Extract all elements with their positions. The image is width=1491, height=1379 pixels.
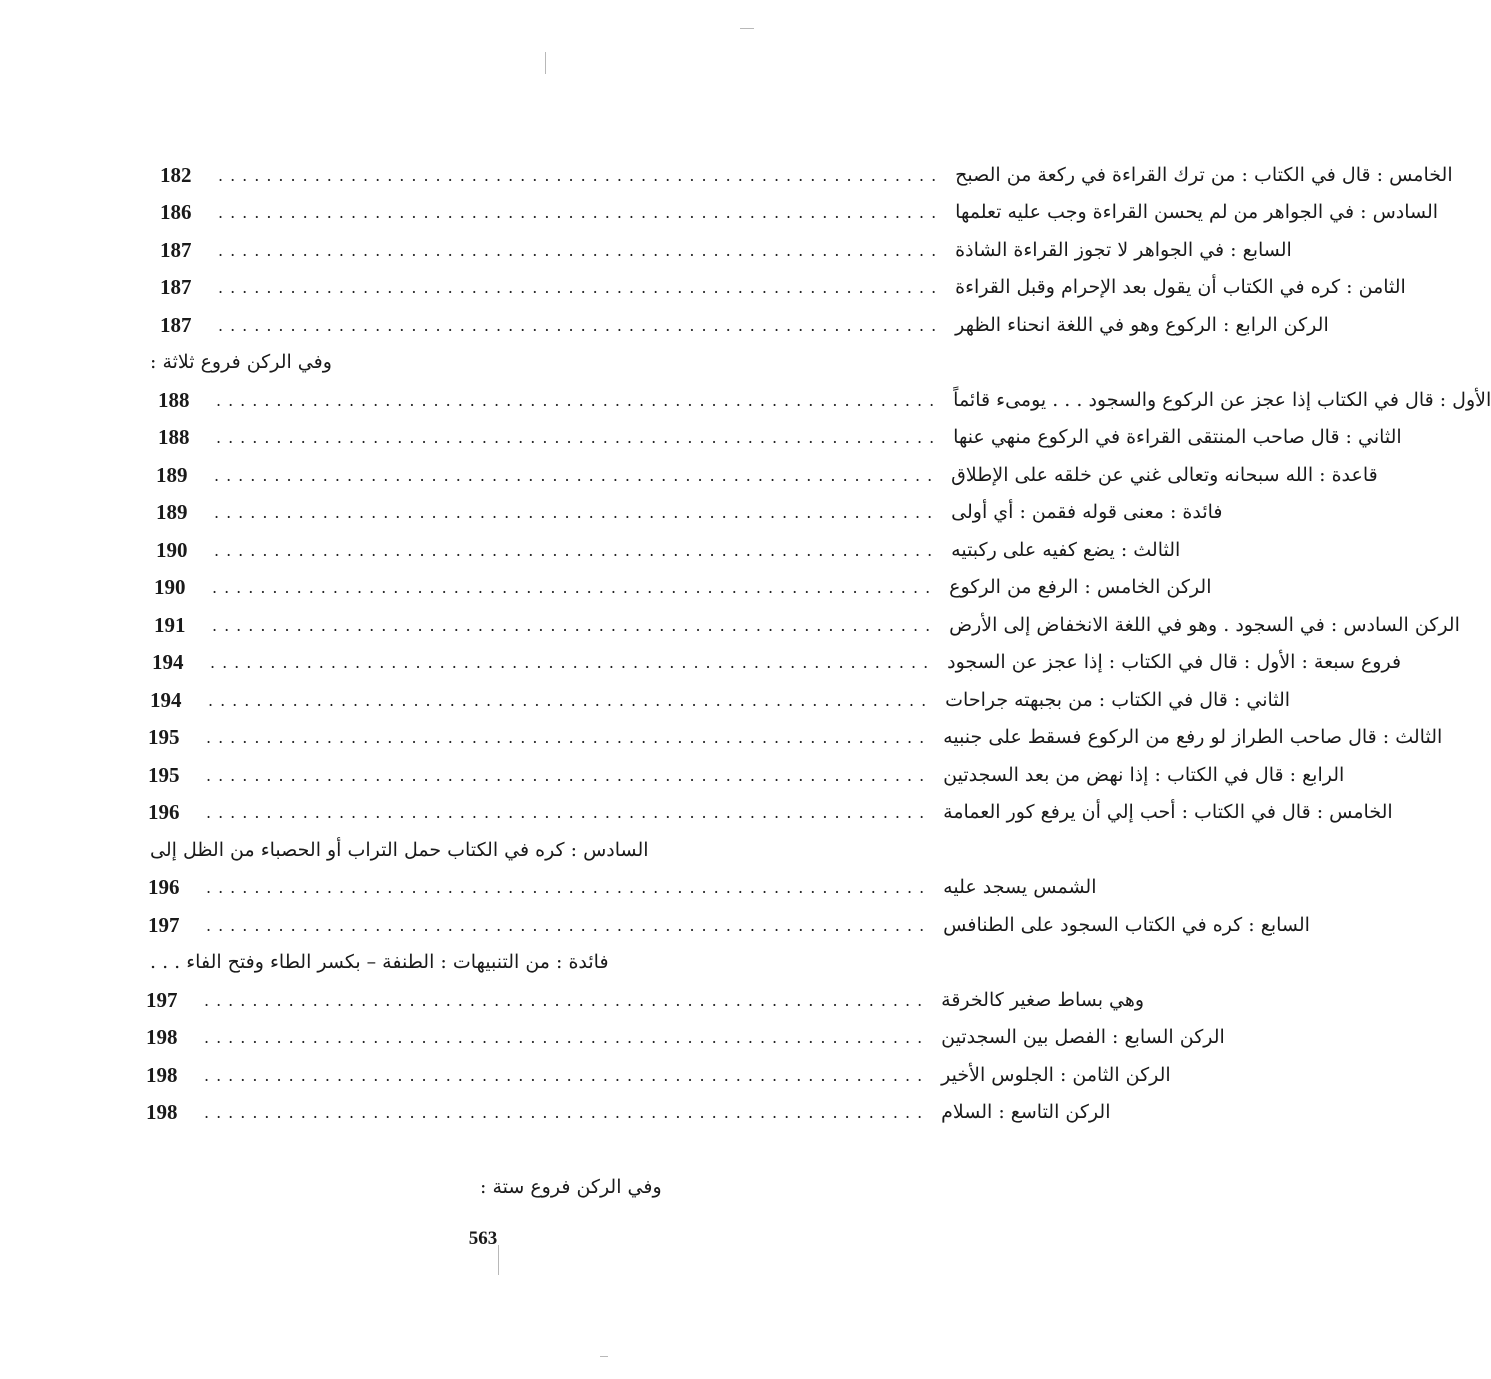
dot-leader: ............................................................ — [212, 615, 938, 635]
toc-entry — [160, 308, 1329, 342]
toc-entry — [148, 795, 1393, 829]
toc-entry-page: 197 — [146, 987, 178, 1012]
dot-leader: ............................................................ — [208, 690, 934, 710]
toc-entry-title: الرابع : قال في الكتاب : إذا نهض من بعد السجدتين — [943, 764, 1345, 786]
dot-leader: ............................................................ — [214, 502, 940, 522]
toc-entry-page: 182 — [160, 162, 192, 187]
toc-entry-page: 189 — [156, 462, 188, 487]
toc-entry — [154, 570, 1212, 604]
toc-entry-page: 198 — [146, 1062, 178, 1087]
dot-leader: ............................................................ — [218, 240, 944, 260]
toc-entry-title: الركن الرابع : الركوع وهو في اللغة انحناء الظهر — [955, 314, 1329, 336]
dot-leader: ............................................................ — [216, 390, 942, 410]
toc-entry-page: 198 — [146, 1099, 178, 1124]
toc-entry-title: السابع : في الجواهر لا تجوز القراءة الشاذة — [955, 239, 1292, 261]
toc-entry-page: 194 — [150, 687, 182, 712]
dot-leader: ............................................................ — [204, 1065, 930, 1085]
toc-entry-page: 187 — [160, 312, 192, 337]
toc-entry-title: الركن التاسع : السلام — [941, 1101, 1111, 1123]
toc-entry-title: قاعدة : الله سبحانه وتعالى غني عن خلقه على الإطلاق — [951, 464, 1378, 486]
toc-entry-title: الركن السابع : الفصل بين السجدتين — [941, 1026, 1225, 1048]
dot-leader: ............................................................ — [210, 652, 936, 672]
footer-heading: وفي الركن فروع ستة : — [480, 1176, 662, 1198]
dot-leader: ............................................................ — [204, 1102, 930, 1122]
toc-entry — [160, 233, 1292, 267]
toc-entry-title: الركن الخامس : الرفع من الركوع — [949, 576, 1212, 598]
dot-leader: ............................................................ — [204, 1027, 930, 1047]
toc-entry-title: الخامس : قال في الكتاب : من ترك القراءة في ركعة من الصبح — [955, 164, 1453, 186]
toc-entry — [160, 158, 1453, 192]
toc-entry — [146, 1058, 1171, 1092]
dot-leader: ............................................................ — [206, 727, 932, 747]
toc-heading: فائدة : من التنبيهات : الطنفة – بكسر الطاء وفتح الفاء . . . — [150, 951, 609, 973]
dot-leader: ............................................................ — [204, 990, 930, 1010]
dot-leader: ............................................................ — [218, 315, 944, 335]
toc-entry-title: الركن السادس : في السجود . وهو في اللغة الانخفاض إلى الأرض — [949, 614, 1460, 636]
toc-entry-page: 187 — [160, 237, 192, 262]
toc-entry-page: 194 — [152, 649, 184, 674]
toc-entry-page: 191 — [154, 612, 186, 637]
toc-entry — [160, 195, 1439, 229]
toc-entry — [156, 458, 1378, 492]
toc-entry-title: الشمس يسجد عليه — [943, 876, 1097, 898]
toc-entry — [150, 683, 1291, 717]
toc-entry-page: 198 — [146, 1024, 178, 1049]
toc-heading: وفي الركن فروع ثلاثة : — [150, 351, 332, 373]
toc-entry — [152, 645, 1402, 679]
scan-speck — [498, 1245, 499, 1275]
toc-entry-page: 196 — [148, 874, 180, 899]
dot-leader: ............................................................ — [206, 915, 932, 935]
toc-entry-title: فروع سبعة : الأول : قال في الكتاب : إذا عجز عن السجود — [947, 651, 1402, 673]
toc-entry — [156, 495, 1223, 529]
dot-leader: ............................................................ — [206, 802, 932, 822]
toc-entry-title: الخامس : قال في الكتاب : أحب إلي أن يرفع كور العمامة — [943, 801, 1393, 823]
scan-speck — [740, 28, 754, 29]
toc-entry — [148, 758, 1345, 792]
toc-entry — [154, 608, 1460, 642]
scan-speck — [600, 1356, 608, 1357]
toc-entry — [148, 908, 1310, 942]
dot-leader: ............................................................ — [216, 427, 942, 447]
toc-entry — [146, 1020, 1225, 1054]
page-number: 563 — [468, 1228, 498, 1249]
dot-leader: ............................................................ — [218, 277, 944, 297]
toc-entry-page: 187 — [160, 274, 192, 299]
toc-entry-title: وهي بساط صغير كالخرقة — [941, 989, 1145, 1011]
toc-entry-title: الثاني : قال صاحب المنتقى القراءة في الركوع منهي عنها — [953, 426, 1402, 448]
toc-entry-page: 190 — [156, 537, 188, 562]
toc-entry — [148, 870, 1097, 904]
toc-entry-page: 197 — [148, 912, 180, 937]
dot-leader: ............................................................ — [218, 165, 944, 185]
toc-entry — [158, 383, 1491, 417]
dot-leader: ............................................................ — [214, 465, 940, 485]
toc-entry-page: 196 — [148, 799, 180, 824]
toc-entry-page: 189 — [156, 499, 188, 524]
toc-entry-title: الثامن : كره في الكتاب أن يقول بعد الإحرام وقبل القراءة — [955, 276, 1406, 298]
scan-speck — [545, 52, 546, 74]
toc-entry — [146, 983, 1145, 1017]
toc-entry-title: السادس : في الجواهر من لم يحسن القراءة وجب عليه تعلمها — [955, 201, 1439, 223]
toc-entry-title: الثاني : قال في الكتاب : من بجبهته جراحات — [945, 689, 1291, 711]
toc-entry — [156, 533, 1181, 567]
toc-entry — [158, 420, 1402, 454]
toc-entry-title: الثالث : يضع كفيه على ركبتيه — [951, 539, 1181, 561]
toc-entry-title: الأول : قال في الكتاب إذا عجز عن الركوع والسجود . . . يومىء قائماً — [953, 389, 1491, 411]
dot-leader: ............................................................ — [206, 765, 932, 785]
toc-entry — [160, 270, 1406, 304]
dot-leader: ............................................................ — [214, 540, 940, 560]
dot-leader: ............................................................ — [206, 877, 932, 897]
toc-entry-page: 188 — [158, 387, 190, 412]
toc-entry — [148, 720, 1443, 754]
toc-entry-page: 190 — [154, 574, 186, 599]
toc-entry-page: 195 — [148, 724, 180, 749]
toc-entry-title: فائدة : معنى قوله فقمن : أي أولى — [951, 501, 1223, 523]
toc-entry — [146, 1095, 1111, 1129]
toc-entry-title: الثالث : قال صاحب الطراز لو رفع من الركوع فسقط على جنبيه — [943, 726, 1443, 748]
toc-entry-page: 195 — [148, 762, 180, 787]
toc-entry-title: الركن الثامن : الجلوس الأخير — [941, 1064, 1171, 1086]
dot-leader: ............................................................ — [212, 577, 938, 597]
toc-heading: السادس : كره في الكتاب حمل التراب أو الحصباء من الظل إلى — [150, 839, 649, 861]
toc-entry-title: السابع : كره في الكتاب السجود على الطنافس — [943, 914, 1310, 936]
toc-entry-page: 186 — [160, 199, 192, 224]
dot-leader: ............................................................ — [218, 202, 944, 222]
toc-entry-page: 188 — [158, 424, 190, 449]
